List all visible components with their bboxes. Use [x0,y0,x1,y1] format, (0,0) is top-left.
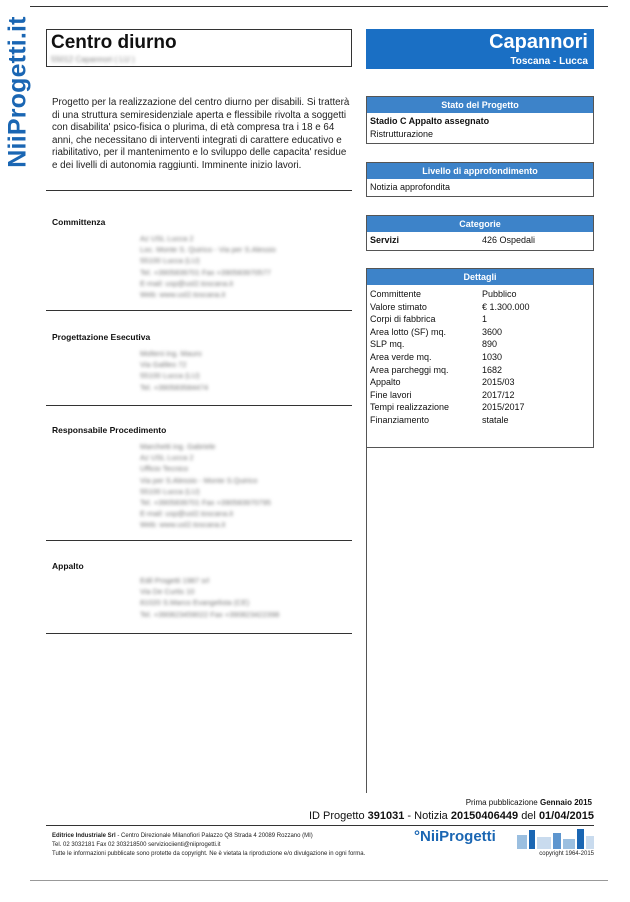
panel-categorie [366,215,594,251]
stato-status: Stadio C Appalto assegnato [370,116,490,126]
panel-stato [366,96,594,144]
panel-livello-title: Livello di approfondimento [367,163,593,179]
vertical-logo-text: NiiProgetti.it [3,16,32,168]
column-divider [366,448,367,793]
stato-type: Ristrutturazione [370,128,434,139]
section-committenza-text: Az USL Lucca 2 Loc. Monte S. Quirico - Via per S.Alessio 55100 Lucca (LU) Tel. +3905839701 Fax +390583970577 E-mail: usp@usl2.toscana.it Web: www.usl2.toscana.it [140,234,276,300]
page-subtitle: 55012 Capannori ( LU ) [51,55,135,64]
detail-row: Valore stimato € 1.300.000 [370,301,530,312]
categorie-key: Servizi [370,235,400,245]
detail-row: Area lotto (SF) mq. 3600 [370,326,503,337]
detail-row: Appalto 2015/03 [370,377,515,388]
divider [46,540,352,541]
divider [46,190,352,191]
section-label-responsabile: Responsabile Procedimento [52,425,167,435]
detail-row: Fine lavori 2017/12 [370,389,515,400]
section-appalto-text: Edil Progetti 1987 srl Via De Curtis 10 81020 S.Marco Evangelista (CE) Tel. +390823459022 Fax +390823422398 [140,576,280,619]
panel-dettagli [366,268,594,448]
section-progettazione-text: Molteni ing. Mauro Via Galileo 72 55100 Lucca (LU) Tel. +390583584474 [140,349,209,392]
categorie-value: 426 Ospedali [482,235,536,245]
divider [46,633,352,634]
footer-publisher: Editrice Industriale Srl - Centro Direzionale Milanofiori Palazzo Q8 Strada 4 20089 Rozzano (MI) Tel. 02 3032181 Fax 02 303218500 serviziociienti@niiprogetti.it Tutte le informazioni pubblicate sono protette da copyright. Ne è vietata la riproduzione e/o divulgazione in ogni forma. [52,833,366,857]
location-box [366,29,594,69]
detail-row: Tempi realizzazione 2015/2017 [370,402,525,413]
title-box [46,29,352,67]
panel-dettagli-title: Dettagli [367,269,593,285]
copyright: copyright 1964-2015 [539,851,594,857]
project-description: Progetto per la realizzazione del centro diurno per disabili. Si tratterà di una struttura semiresidenziale aperta e flessibile rivolta a soggetti con disabilita' psico-fisica o plurima, di età compresa tra i 18 e 64 anni, che necessitano di interventi integrati di carattere educativo e riabilitativo, per il mantenimento e lo sviluppo delle capacita' residue e dei livelli di autonomia raggiunti. Imminente inizio lavori. [52,97,350,171]
location-city: Capannori [489,31,588,53]
section-label-appalto: Appalto [52,561,84,571]
vertical-logo [2,16,34,168]
panel-stato-title: Stato del Progetto [367,97,593,113]
livello-value: Notizia approfondita [370,182,451,192]
first-publication: Prima pubblicazione Gennaio 2015 [465,798,592,807]
panel-livello [366,162,594,197]
footer-logo: °NiiProgetti [414,828,496,845]
section-responsabile-text: Marchetti ing. Gabriele Az USL Lucca 2 Ufficio Tecnico Via per S.Alessio - Monte S.Quirico 55100 Lucca (LU) Tel. +3905839701 Fax +390583970795 E-mail: usp@usl2.toscana.it Web: www.usl2.toscana.it [140,442,271,530]
detail-row: SLP mq. 890 [370,339,498,350]
footer-rule [46,825,594,826]
detail-row: Area verde mq. 1030 [370,351,503,362]
section-label-committenza: Committenza [52,217,106,227]
divider [46,310,352,311]
section-label-progettazione: Progettazione Esecutiva [52,332,151,342]
page-title: Centro diurno [51,32,177,53]
location-region: Toscana - Lucca [510,56,588,67]
detail-row: Area parcheggi mq. 1682 [370,364,503,375]
detail-row: Corpi di fabbrica 1 [370,314,488,325]
project-id-line: ID Progetto 391031 - Notizia 20150406449 del 01/04/2015 [308,810,594,822]
divider [46,405,352,406]
buildings-icon [515,827,595,849]
detail-row: Finanziamento statale [370,414,509,425]
bottom-rule [30,880,608,881]
detail-row: Committente Pubblico [370,289,517,299]
top-rule [30,6,608,7]
panel-categorie-title: Categorie [367,216,593,232]
